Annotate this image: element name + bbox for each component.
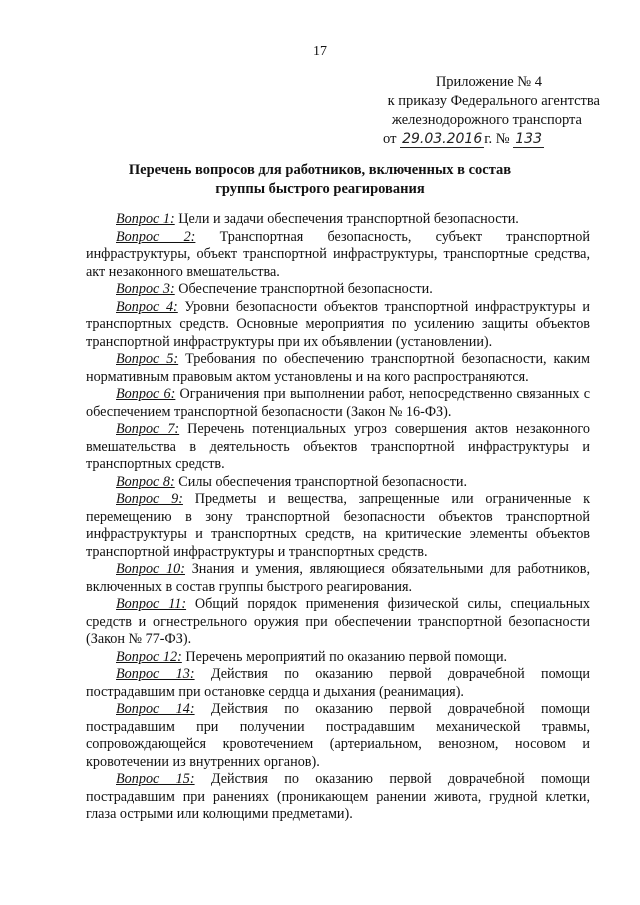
question-item xyxy=(86,701,590,771)
question-text: Общий порядок применения физической силы, специальных средств и огнестрельного оружия при обеспечении транспортной безопасности (Закон № 77-ФЗ). xyxy=(86,596,590,647)
question-text: Требования по обеспечению транспортной безопасности, каким нормативным правовым актом установлены и на кого распространяются. xyxy=(86,351,590,385)
question-item xyxy=(86,561,590,596)
question-text: Действия по оказанию первой доврачебной помощи пострадавшим при ранениях (проникающем ранении живота, грудной клетки, глаза острыми или колющими предметами). xyxy=(86,771,590,822)
question-label: Вопрос 6: xyxy=(116,386,176,402)
question-label: Вопрос 13: xyxy=(116,666,195,682)
question-text: Предметы и вещества, запрещенные или ограниченные к перемещению в зону транспортной безопасности объектов транспортной инфраструктуры и транспортных средств, на критические элементы объектов транспортной инфраструктуры и транспортных средств. xyxy=(86,491,590,560)
date-suffix: г. № xyxy=(484,131,510,147)
question-item xyxy=(86,281,590,299)
question-text: Действия по оказанию первой доврачебной помощи пострадавшим при получении пострадавшим механической травмы, сопровождающейся кровотечением (артериальном, венозном, носовом и кровотечении из внутренних органов). xyxy=(86,701,590,770)
question-item xyxy=(86,351,590,386)
question-label: Вопрос 9: xyxy=(116,491,183,507)
question-label: Вопрос 5: xyxy=(116,351,179,367)
question-item xyxy=(86,596,590,649)
question-item xyxy=(86,386,590,421)
title-line-2: группы быстрого реагирования xyxy=(215,181,425,197)
question-text: Цели и задачи обеспечения транспортной безопасности. xyxy=(178,211,519,227)
appendix-line-1: Приложение № 4 xyxy=(435,74,542,90)
question-text: Перечень потенциальных угроз совершения актов незаконного вмешательства в деятельность объектов транспортной инфраструктуры и транспортных средств. xyxy=(86,421,590,472)
appendix-line-3: железнодорожного транспорта xyxy=(391,112,582,128)
question-label: Вопрос 2: xyxy=(116,228,196,245)
appendix-block xyxy=(330,73,600,149)
question-label: Вопрос 14: xyxy=(116,701,195,717)
question-item xyxy=(86,474,590,492)
date-prefix: от xyxy=(383,131,397,147)
title-line-1: Перечень вопросов для работников, включенных в состав xyxy=(128,162,512,178)
question-item xyxy=(86,649,590,667)
page-number: 17 xyxy=(313,44,327,59)
appendix-date-line xyxy=(330,130,600,149)
question-label: Вопрос 12: xyxy=(116,648,182,665)
question-item xyxy=(86,666,590,701)
question-label: Вопрос 10: xyxy=(116,561,185,577)
question-text: Силы обеспечения транспортной безопасности. xyxy=(178,473,468,490)
document-title xyxy=(0,161,640,199)
question-text: Ограничения при выполнении работ, непосредственно связанных с обеспечением транспортной безопасности (Закон № 16-ФЗ). xyxy=(86,386,591,420)
question-text: Перечень мероприятий по оказанию первой помощи. xyxy=(185,648,508,665)
question-label: Вопрос 4: xyxy=(116,298,178,315)
question-text: Действия по оказанию первой доврачебной помощи пострадавшим при остановке сердца и дыхания (реанимация). xyxy=(86,666,590,700)
appendix-line-2: к приказу Федерального агентства xyxy=(387,93,600,109)
questions-list xyxy=(86,211,590,824)
question-label: Вопрос 1: xyxy=(116,211,175,227)
question-text: Обеспечение транспортной безопасности. xyxy=(178,281,433,297)
question-text: Уровни безопасности объектов транспортной инфраструктуры и транспортных средств. Основные мероприятия по усилению защиты объектов транспортной инфраструктуры при их объявлении (установлении). xyxy=(86,298,590,350)
handwritten-date: 29.03.2016 xyxy=(402,131,483,147)
question-label: Вопрос 15: xyxy=(116,771,195,787)
handwritten-number: 133 xyxy=(515,131,542,147)
question-item xyxy=(86,229,590,282)
question-item xyxy=(86,491,590,561)
question-text: Знания и умения, являющиеся обязательными для работников, включенных в состав группы быстрого реагирования. xyxy=(86,561,590,595)
question-label: Вопрос 7: xyxy=(116,421,180,437)
question-item xyxy=(86,299,590,352)
question-item xyxy=(86,211,590,229)
question-label: Вопрос 11: xyxy=(116,596,187,612)
question-item xyxy=(86,421,590,474)
question-label: Вопрос 3: xyxy=(116,281,175,297)
question-text: Транспортная безопасность, субъект транспортной инфраструктуры, объект транспортной инфраструктуры, транспортные средства, акт незаконного вмешательства. xyxy=(86,228,590,280)
question-item xyxy=(86,771,590,824)
question-label: Вопрос 8: xyxy=(116,473,175,490)
